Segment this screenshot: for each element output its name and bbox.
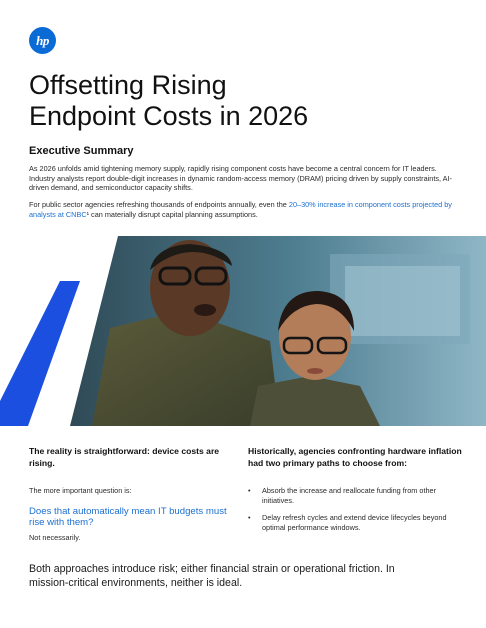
- left-column: [29, 446, 229, 542]
- hp-logo: hp: [29, 27, 56, 54]
- hero-photo-area: [0, 236, 486, 426]
- left-column-heading: The reality is straightforward: device costs are rising.: [29, 446, 220, 468]
- photo-two-people-at-computer: [0, 236, 486, 426]
- list-item: • Delay refresh cycles and extend device lifecycles beyond optimal performance windows.: [248, 513, 463, 532]
- executive-summary-heading: Executive Summary: [29, 145, 134, 157]
- right-column: [248, 446, 463, 532]
- key-question: Does that automatically mean IT budgets must rise with them?: [29, 505, 227, 528]
- second-paragraph: [29, 200, 457, 219]
- page-title: [29, 70, 449, 132]
- intro-paragraph: As 2026 unfolds amid tightening memory supply, rapidly rising component costs have become a central concern for IT leaders. Industry analysts report double-digit increases in dynamic random-access memory (DRAM) pricing driven by supply constraints, AI-driven demand, and semiconductor capacity shifts.: [29, 164, 452, 192]
- paragraph-text-after: ¹ can materially disrupt capital planning assumptions.: [86, 209, 258, 219]
- right-column-heading: Historically, agencies confronting hardware inflation had two primary paths to choose from:: [248, 446, 462, 468]
- cnbc-link[interactable]: 20–30% increase in component costs projected by analysts at CNBC: [29, 200, 452, 219]
- left-column-lead: The more important question is:: [29, 486, 132, 495]
- title-line-2: Endpoint Costs in 2026: [29, 101, 309, 131]
- list-item: • Absorb the increase and reallocate funding from other initiatives.: [248, 486, 463, 505]
- closing-statement: Both approaches introduce risk; either financial strain or operational friction. In mission-critical environments, neither is ideal.: [29, 563, 395, 589]
- title-line-1: Offsetting Rising: [29, 70, 227, 100]
- answer-text: Not necessarily.: [29, 532, 81, 542]
- paragraph-text-before: For public sector agencies refreshing thousands of endpoints annually, even the: [29, 200, 289, 209]
- options-list: [248, 486, 463, 532]
